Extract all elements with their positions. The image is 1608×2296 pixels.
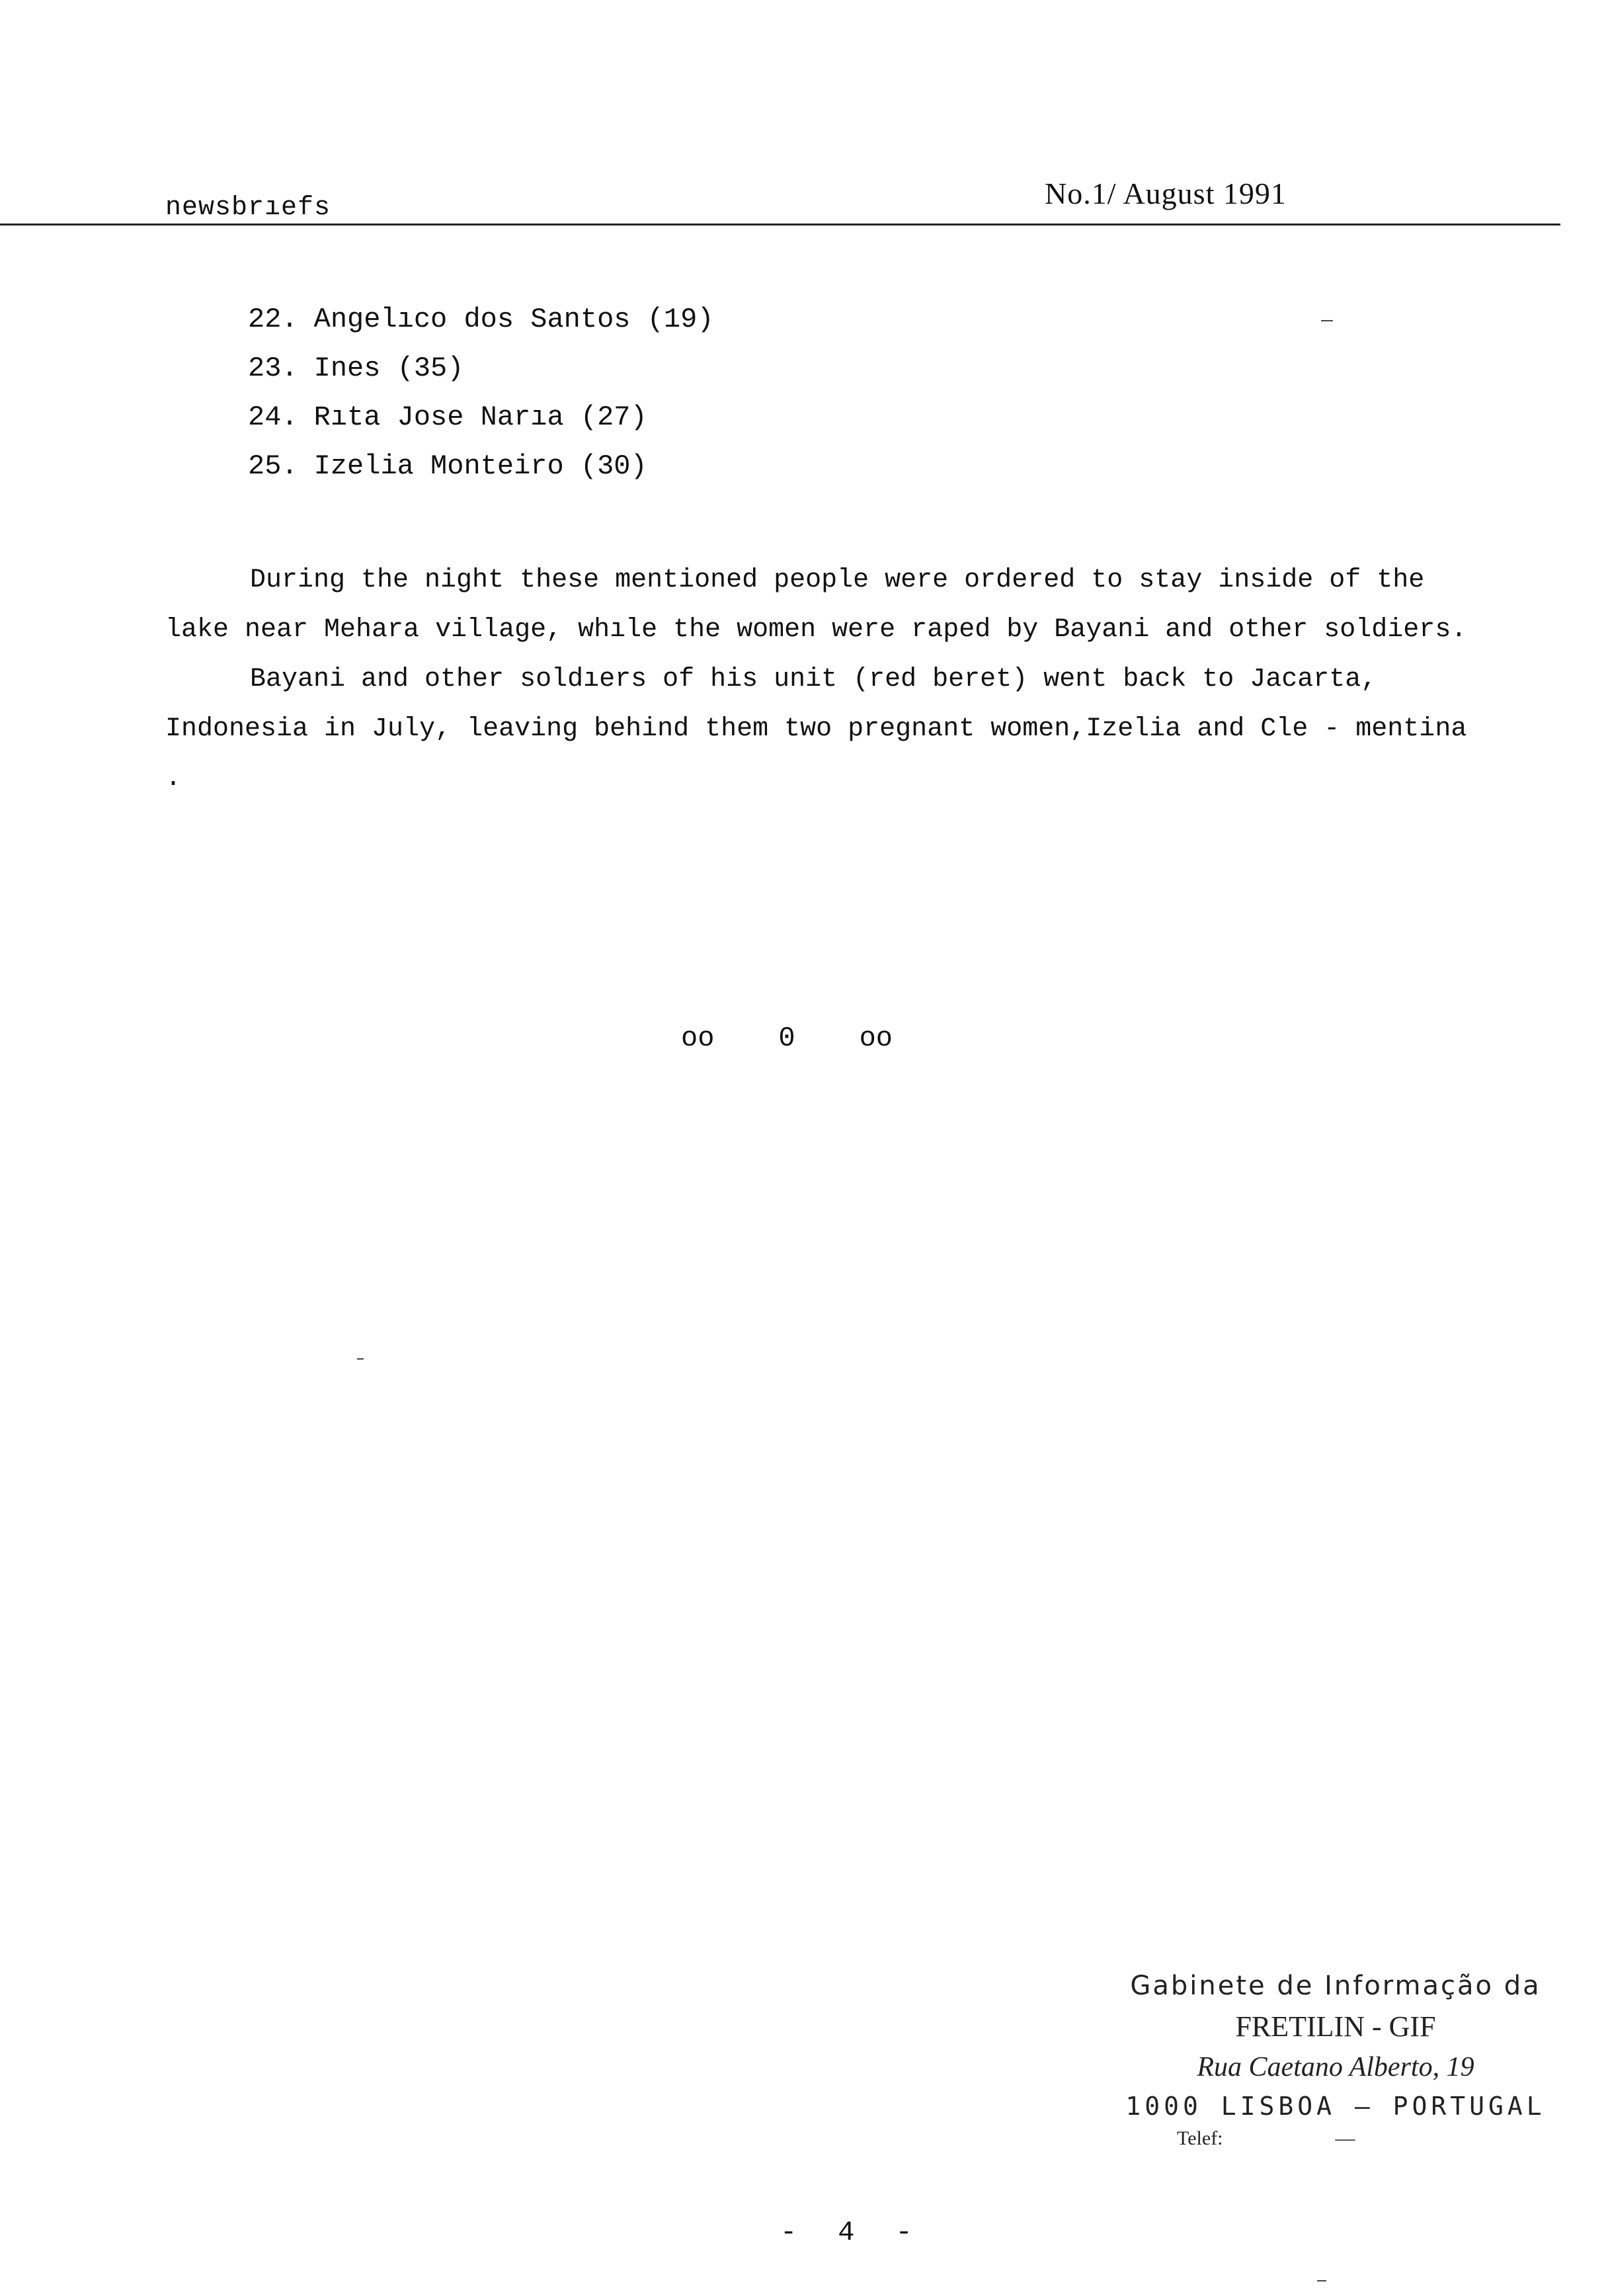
stamp-phone-label: Telef: <box>1177 2127 1223 2149</box>
list-item-name: Izelia Monteiro (30) <box>313 450 647 482</box>
list-item <box>248 393 714 442</box>
list-item-number: 25. <box>248 450 298 482</box>
page-number <box>780 2217 914 2248</box>
list-item <box>248 442 714 491</box>
stamp-phone-dash: — <box>1335 2127 1355 2149</box>
separator-mark: oo <box>859 1022 893 1054</box>
page-number-dash: - <box>895 2217 914 2248</box>
stamp-line-phone <box>1117 2125 1554 2152</box>
page-number-digit: 4 <box>838 2217 856 2248</box>
paragraph: Bayani and other soldıers of his unit (red beret) went back to Jacarta, Indonesia in July, leaving behind them two pregnant women,Izelia and Cle - mentina . <box>165 665 1467 794</box>
stamp-line-organization: FRETILIN - GIF <box>1235 2010 1436 2043</box>
list-item-number: 22. <box>248 304 298 335</box>
list-item <box>248 344 714 393</box>
section-separator <box>681 1022 893 1054</box>
issue-info: No.1/ August 1991 <box>1045 177 1287 210</box>
victim-list <box>248 295 714 491</box>
stamp-line-city: 1000 LISBOA — PORTUGAL <box>1125 2092 1546 2121</box>
scan-speck <box>357 1358 364 1360</box>
page-number-dash: - <box>780 2217 799 2248</box>
list-item-number: 23. <box>248 352 298 384</box>
organization-stamp <box>1117 1965 1554 2152</box>
stamp-line-office: Gabinete de Informação da <box>1130 1971 1541 2001</box>
list-item-name: Rıta Jose Narıa (27) <box>313 401 647 433</box>
list-item-name: Ines (35) <box>313 352 464 384</box>
separator-mark: 0 <box>778 1022 795 1054</box>
body-text <box>165 555 1488 803</box>
header-rule <box>0 224 1560 226</box>
scan-speck <box>1317 2280 1326 2281</box>
list-item-number: 24. <box>248 401 298 433</box>
publication-name: newsbrıefs <box>165 193 331 223</box>
stamp-line-street: Rua Caetano Alberto, 19 <box>1197 2052 1474 2082</box>
list-item <box>248 295 714 344</box>
scan-speck <box>1321 320 1333 321</box>
paragraph: During the night these mentioned people were ordered to stay inside of the lake near Mehara village, whıle the women were raped by Bayani and other soldiers. <box>165 565 1467 645</box>
list-item-name: Angelıco dos Santos (19) <box>313 304 714 335</box>
separator-mark: oo <box>681 1022 715 1054</box>
